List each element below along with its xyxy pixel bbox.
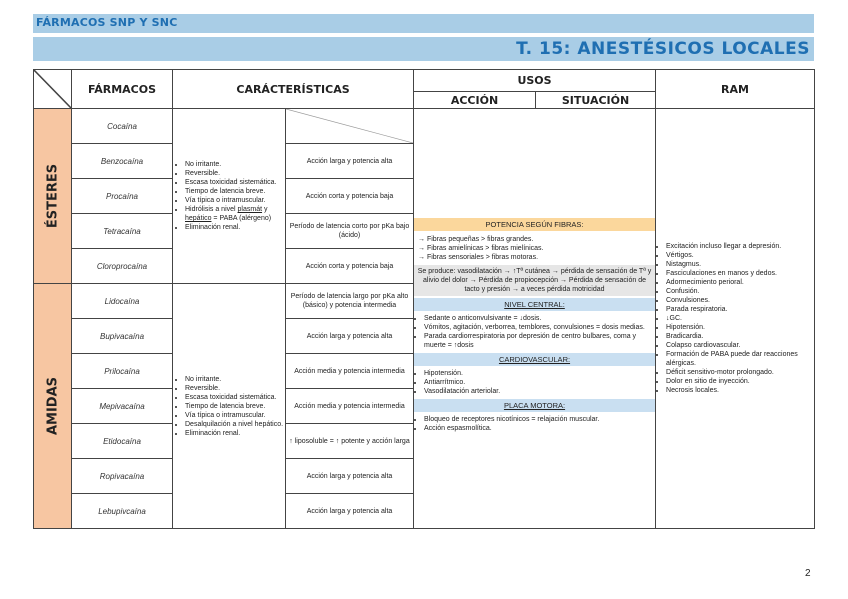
cardio-item: • Vasodilatación arteriolar. — [424, 387, 655, 396]
char-item: • Tiempo de latencia breve. — [185, 402, 285, 411]
char-item: • Vía típica o intramuscular. — [185, 196, 285, 205]
drug-lebupivacaina: Lebupivcaína — [72, 494, 173, 529]
cocaina-empty-cell — [286, 109, 414, 144]
page-number: 2 — [805, 568, 811, 579]
ram-item: • Confusión. — [666, 287, 814, 296]
char-item: • No irritante. — [185, 160, 285, 169]
ram-item: • Dolor en sitio de inyección. — [666, 377, 814, 386]
drug-cocaina: Cocaína — [72, 109, 173, 144]
ram-item: • Fasciculaciones en manos y dedos. — [666, 269, 814, 278]
ram-item: • Parada respiratoria. — [666, 305, 814, 314]
cardio-item: • Antiarrítmico. — [424, 378, 655, 387]
mepivacaina-prop: Acción media y potencia intermedia — [286, 389, 414, 424]
group-amidas-label: AMIDAS — [45, 376, 60, 436]
char-item: • Escasa toxicidad sistemática. — [185, 178, 285, 187]
drug-cloroprocaina: Cloroprocaína — [72, 249, 173, 284]
central-item: • Parada cardiorrespiratoria por depresión de centro bulbares, coma y muerte = ↑dosis — [424, 332, 655, 350]
drug-lidocaina: Lidocaína — [72, 284, 173, 319]
etidocaina-prop: ↑ liposoluble = ↑ potente y acción larga — [286, 424, 414, 459]
cardio-title: CARDIOVASCULAR: — [414, 353, 655, 366]
char-item: • Desalquilación a nivel hepático. — [185, 420, 285, 429]
drug-prilocaina: Prilocaína — [72, 354, 173, 389]
char-item: • Escasa toxicidad sistemática. — [185, 393, 285, 402]
group-esteres-label: ÉSTERES — [45, 163, 60, 229]
central-item: • Sedante o anticonvulsivante = ↓dosis. — [424, 314, 655, 323]
ram-item: • Convulsiones. — [666, 296, 814, 305]
ram-item: • Nistagmus. — [666, 260, 814, 269]
placa-item: • Bloqueo de receptores nicotínicos = relajación muscular. — [424, 415, 655, 424]
ram-item: • ↓GC. — [666, 314, 814, 323]
corner-diagonal-cell — [34, 70, 72, 109]
vasodilatation-note: Se produce: vasodilatación → ↑Tª cutánea → pérdida de sensación de Tª y alivio del dolor → Pérdida de propiocepción → Pérdida de sensación de tacto y presión → a veces pérdida motricidad — [414, 265, 655, 296]
ram-item: • Necrosis locales. — [666, 386, 814, 395]
char-item: • Vía típica o intramuscular. — [185, 411, 285, 420]
header-usos: USOS — [414, 70, 656, 92]
ram-item: • Déficit sensitivo-motor prolongado. — [666, 368, 814, 377]
potencia-title: POTENCIA SEGÚN FIBRAS: — [414, 218, 655, 231]
anesthetics-table — [33, 69, 815, 529]
ram-item: • Colapso cardiovascular. — [666, 341, 814, 350]
amidas-characteristics — [173, 284, 286, 529]
char-item: • No irritante. — [185, 375, 285, 384]
char-item: • Reversible. — [185, 169, 285, 178]
ram-cell — [656, 109, 815, 529]
prilocaina-prop: Acción media y potencia intermedia — [286, 354, 414, 389]
fibra-item: → Fibras amielínicas > fibras mielínicas. — [418, 244, 655, 253]
ram-item: • Bradicardia. — [666, 332, 814, 341]
char-item: • Eliminación renal. — [185, 429, 285, 438]
fibra-item: → Fibras pequeñas > fibras grandes. — [418, 235, 655, 244]
header-farmacos: FÁRMACOS — [72, 70, 173, 109]
procaina-prop: Acción corta y potencia baja — [286, 179, 414, 214]
lebupivacaina-prop: Acción larga y potencia alta — [286, 494, 414, 529]
char-item: • Tiempo de latencia breve. — [185, 187, 285, 196]
group-amidas — [34, 284, 72, 529]
fibra-item: → Fibras sensoriales > fibras motoras. — [418, 253, 655, 262]
char-item: • Eliminación renal. — [185, 223, 285, 232]
cloroprocaina-prop: Acción corta y potencia baja — [286, 249, 414, 284]
header-caracteristicas: CARÁCTERÍSTICAS — [173, 70, 414, 109]
placa-item: • Acción espasmolítica. — [424, 424, 655, 433]
drug-tetracaina: Tetracaína — [72, 214, 173, 249]
tetracaina-prop: Período de latencia corto por pKa bajo (ácido) — [286, 214, 414, 249]
drug-benzocaina: Benzocaína — [72, 144, 173, 179]
drug-bupivacaina: Bupivacaína — [72, 319, 173, 354]
placa-title: PLACA MOTORA: — [414, 399, 655, 412]
drug-etidocaina: Etidocaína — [72, 424, 173, 459]
lidocaina-prop: Período de latencia largo por pKa alto (básico) y potencia intermedia — [286, 284, 414, 319]
header-accion: ACCIÓN — [414, 92, 536, 109]
section-title-band — [33, 37, 814, 61]
cardio-item: • Hipotensión. — [424, 369, 655, 378]
central-title: NIVEL CENTRAL: — [414, 298, 655, 311]
top-header-title: FÁRMACOS SNP Y SNC — [36, 16, 178, 29]
ram-item: • Vértigos. — [666, 251, 814, 260]
drug-mepivacaina: Mepivacaína — [72, 389, 173, 424]
header-situacion: SITUACIÓN — [536, 92, 656, 109]
uses-cell — [414, 109, 656, 529]
header-ram: RAM — [656, 70, 815, 109]
ram-item: • Hipotensión. — [666, 323, 814, 332]
section-title: T. 15: ANESTÉSICOS LOCALES — [516, 39, 810, 59]
ram-item: • Excitación incluso llegar a depresión. — [666, 242, 814, 251]
char-item-hidrolisis: • Hidrólisis a nivel plasmát y hepático = PABA (alérgeno) — [185, 205, 285, 223]
bupivacaina-prop: Acción larga y potencia alta — [286, 319, 414, 354]
ram-item: • Adormecimiento perioral. — [666, 278, 814, 287]
esteres-characteristics — [173, 109, 286, 284]
top-header-band — [33, 14, 814, 33]
char-item: • Reversible. — [185, 384, 285, 393]
drug-procaina: Procaína — [72, 179, 173, 214]
group-esteres — [34, 109, 72, 284]
drug-ropivacaina: Ropivacaína — [72, 459, 173, 494]
ropivacaina-prop: Acción larga y potencia alta — [286, 459, 414, 494]
ram-item: • Formación de PABA puede dar reacciones alérgicas. — [666, 350, 814, 368]
central-item: • Vómitos, agitación, verborrea, temblores, convulsiones = dosis medias. — [424, 323, 655, 332]
benzocaina-prop: Acción larga y potencia alta — [286, 144, 414, 179]
